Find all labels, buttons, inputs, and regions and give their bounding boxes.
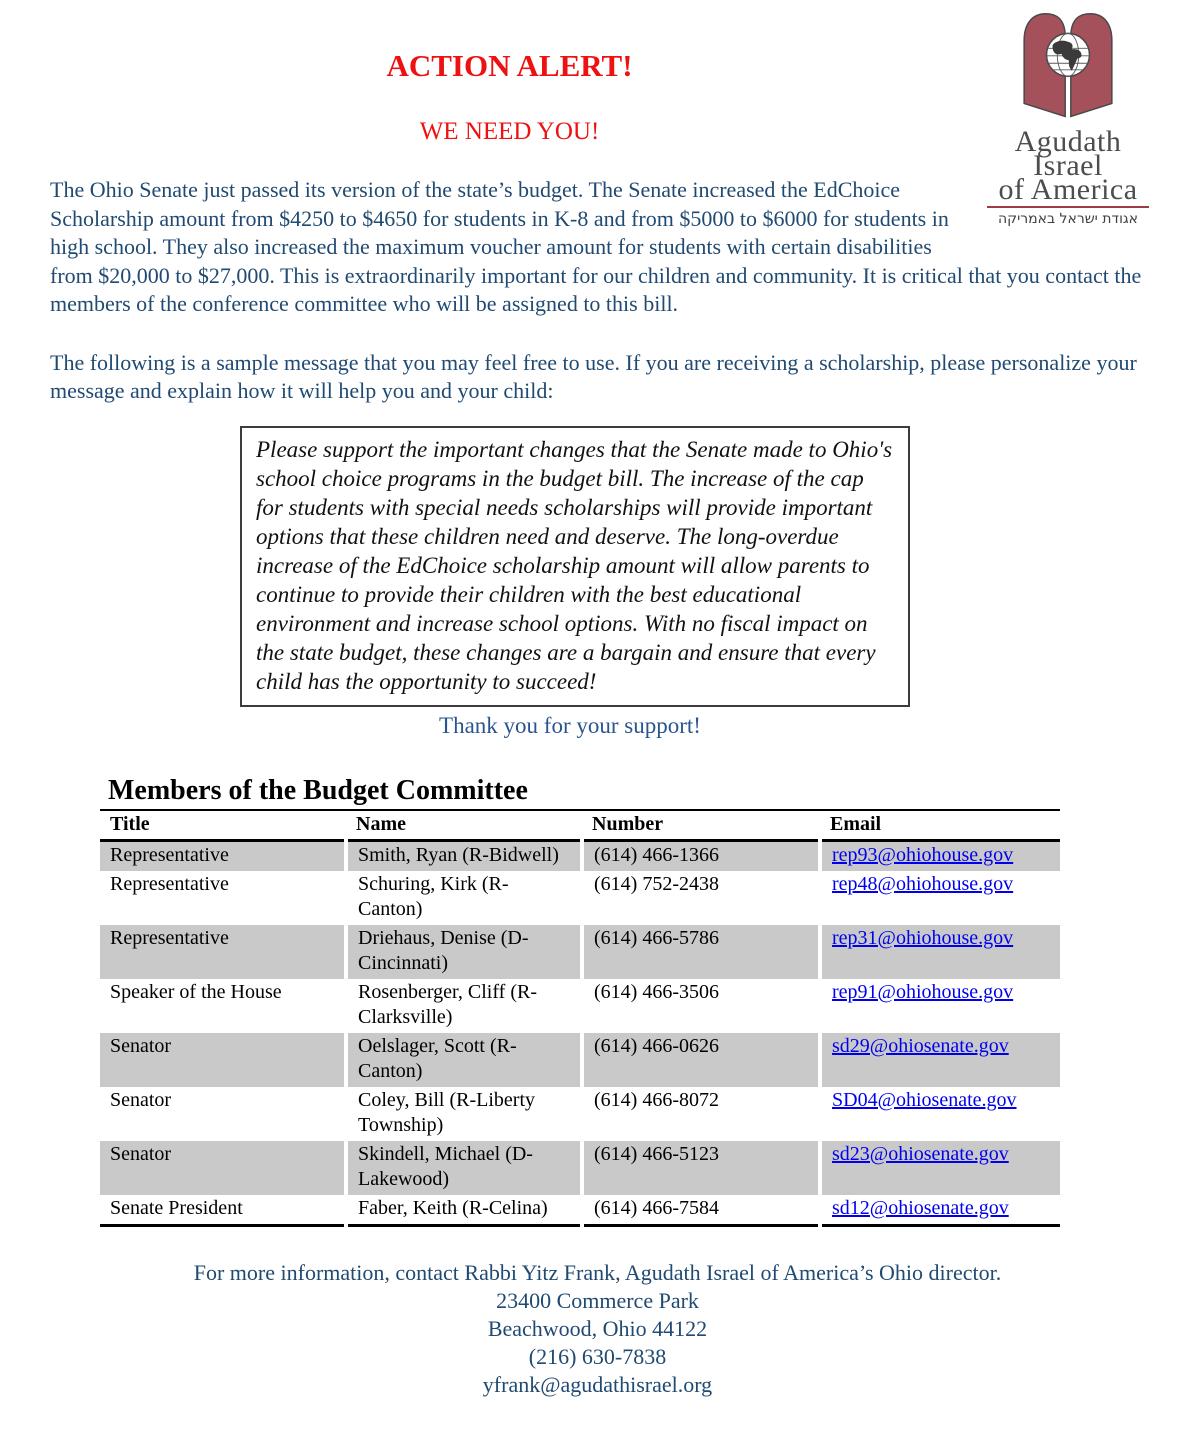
member-number: (614) 466-8072 [582, 1087, 820, 1141]
committee-heading: Members of the Budget Committee [108, 774, 528, 806]
member-name: Driehaus, Denise (D-Cincinnati) [346, 925, 582, 979]
member-name: Schuring, Kirk (R-Canton) [346, 871, 582, 925]
contact-phone: (216) 630-7838 [528, 1343, 667, 1369]
table-row [100, 1033, 1060, 1087]
logo-wordmark [983, 125, 1153, 206]
torah-tablets-globe-icon [1012, 8, 1124, 126]
we-need-you-subtitle: WE NEED YOU! [419, 118, 600, 145]
member-number: (614) 466-5123 [582, 1141, 820, 1195]
member-number: (614) 466-3506 [582, 979, 820, 1033]
logo-name-line1: Agudath [1014, 125, 1122, 158]
budget-committee-table [100, 809, 1060, 1227]
member-email-link[interactable]: rep31@ohiohouse.gov [832, 926, 1014, 949]
member-name: Oelslager, Scott (R-Canton) [346, 1033, 582, 1087]
member-title: Senate President [100, 1195, 346, 1226]
table-row [100, 979, 1060, 1033]
member-email-link[interactable]: SD04@ohiosenate.gov [832, 1088, 1017, 1111]
member-number: (614) 752-2438 [582, 871, 820, 925]
column-header-title: Title [100, 810, 346, 841]
column-header-email: Email [820, 810, 1060, 841]
member-name: Faber, Keith (R-Celina) [346, 1195, 582, 1226]
member-name: Smith, Ryan (R-Bidwell) [346, 840, 582, 871]
member-title: Senator [100, 1033, 346, 1087]
member-title: Senator [100, 1087, 346, 1141]
sample-message-box: Please support the important changes that the Senate made to Ohio's school choice programs in the budget bill. The increase of the cap for students with special needs scholarships will provide important options that these children need and deserve. The long-overdue increase of the EdChoice scholarship amount will allow parents to continue to provide their children with the best educational environment and increase school options. With no fiscal impact on the state budget, these changes are a bargain and ensure that every child has the opportunity to succeed! [240, 426, 910, 707]
contact-address-line2: Beachwood, Ohio 44122 [487, 1315, 708, 1341]
member-email-link[interactable]: rep48@ohiohouse.gov [832, 872, 1014, 895]
contact-email: yfrank@agudathisrael.org [482, 1371, 713, 1397]
table-row [100, 1195, 1060, 1226]
table-row [100, 1087, 1060, 1141]
member-title: Senator [100, 1141, 346, 1195]
sample-message-instructions: The following is a sample message that you may feel free to use. If you are receiving a scholarship, please personalize your message and explain how it will help you and your child: [50, 349, 1137, 403]
logo-hebrew-text: אגודת ישראל באמריקה [997, 211, 1139, 227]
member-number: (614) 466-1366 [582, 840, 820, 871]
member-name: Rosenberger, Cliff (R-Clarksville) [346, 979, 582, 1033]
column-header-number: Number [582, 810, 820, 841]
agudath-israel-logo [983, 8, 1153, 227]
logo-divider-rule [987, 206, 1149, 208]
member-title: Representative [100, 840, 346, 871]
member-title: Representative [100, 871, 346, 925]
member-number: (614) 466-5786 [582, 925, 820, 979]
contact-address-line1: 23400 Commerce Park [496, 1287, 699, 1313]
member-email-link[interactable]: rep93@ohiohouse.gov [832, 843, 1014, 866]
member-name: Coley, Bill (R-Liberty Township) [346, 1087, 582, 1141]
member-name: Skindell, Michael (D-Lakewood) [346, 1141, 582, 1195]
member-email-link[interactable]: sd12@ohiosenate.gov [832, 1196, 1009, 1219]
thank-you-line: Thank you for your support! [439, 712, 701, 738]
contact-footer [50, 1259, 1145, 1399]
member-number: (614) 466-7584 [582, 1195, 820, 1226]
member-title: Speaker of the House [100, 979, 346, 1033]
table-header-row [100, 810, 1060, 841]
table-row [100, 1141, 1060, 1195]
logo-name-line2: Israel [1033, 149, 1103, 182]
logo-name-line3: of America [998, 173, 1138, 206]
member-number: (614) 466-0626 [582, 1033, 820, 1087]
table-row [100, 925, 1060, 979]
table-row [100, 871, 1060, 925]
member-email-link[interactable]: rep91@ohiohouse.gov [832, 980, 1014, 1003]
table-row [100, 840, 1060, 871]
member-email-link[interactable]: sd23@ohiosenate.gov [832, 1142, 1009, 1165]
intro-paragraph: The Ohio Senate just passed its version of the state’s budget. The Senate increased the EdChoice Scholarship amount from $4250 to $4650 for students in K-8 and from $5000 to $6000 for students in high school. They also increased the maximum voucher amount for students with certain disabilities from $20,000 to $27,000. This is extraordinarily important for our children and community. It is critical that you contact the members of the conference committee who will be assigned to this bill. [50, 177, 1142, 316]
contact-info-line: For more information, contact Rabbi Yitz Frank, Agudath Israel of America’s Ohio director. [193, 1259, 1002, 1285]
column-header-name: Name [346, 810, 582, 841]
member-title: Representative [100, 925, 346, 979]
action-alert-title: ACTION ALERT! [386, 48, 633, 83]
member-email-link[interactable]: sd29@ohiosenate.gov [832, 1034, 1009, 1057]
